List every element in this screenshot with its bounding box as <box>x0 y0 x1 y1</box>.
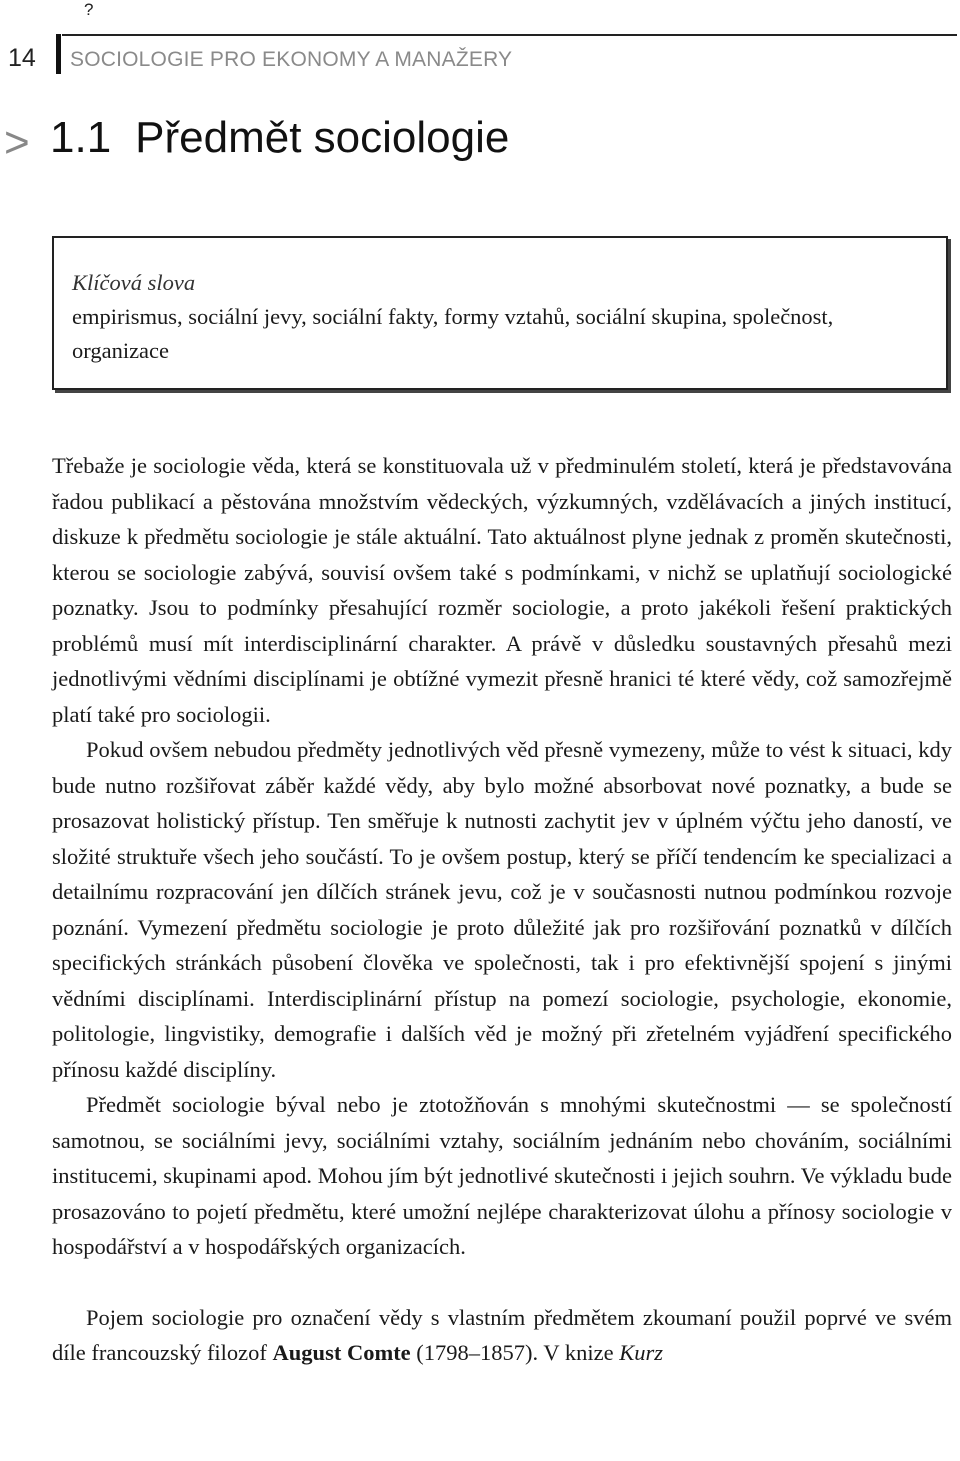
paragraph-4-start: Pojem sociologie pro označení vědy s vlastním předmětem zkoumaní použil poprvé ve svém díle francouzský filozof <box>52 1304 952 1365</box>
section-number: 1.1 <box>50 113 112 162</box>
section-marker: > <box>4 118 30 167</box>
section-heading <box>50 113 509 163</box>
paragraph-4-mid: (1798–1857). V knize <box>416 1340 614 1365</box>
keywords-list: empirismus, sociální jevy, sociální fakty, formy vztahů, sociální skupina, společnost, organizace <box>72 304 834 363</box>
running-head: SOCIOLOGIE PRO EKONOMY A MANAŽERY <box>70 48 513 71</box>
paragraph-2: Pokud ovšem nebudou předměty jednotlivých věd přesně vymezeny, může to vést k situaci, kdy bude nutno rozšiřovat záběr každé vědy, aby bylo možné absorbovat nové poznatky, a bude se prosazovat holistický přístup. Ten směřuje k nutnosti zachytit jev v úplném výčtu jeho daností, ve složité struktuře všech jeho součástí. To je ovšem postup, který se příčí tendencím ke specializaci a detailnímu rozpracování jen dílčích stránek jevu, což je v současnosti nutnou podmínkou rozvoje poznání. Vymezení předmětu sociologie je proto důležité jak pro rozšiřování poznatků v dílčích specifických stránkách působení člověka ve společnosti, tak i pro efektivnější spojení s jinými vědními disciplínami. Interdisciplinární přístup na pomezí sociologie, psychologie, ekonomie, politologie, lingvistiky, demografie i dalších věd je možný při zřetelném vyjádření specifického přínosu každé disciplíny. <box>52 737 952 1082</box>
page-number: 14 <box>8 44 36 72</box>
page-top-mark: ? <box>84 0 94 19</box>
book-title-fragment: Kurz <box>619 1340 663 1365</box>
keywords-title: Klíčová slova <box>72 270 196 295</box>
paragraph-1: Třebaže je sociologie věda, která se konstituovala už v předminulém století, která je představována řadou publikací a pěstována množstvím vědeckých, výzkumných, vzdělávacích a jiných institucí, diskuze k předmětu sociologie je stále aktuální. Tato aktuálnost plyne jednak z proměn skutečnosti, kterou se sociologie zabývá, souvisí ovšem také s podmínkami, v nichž se uplatňují sociologické poznatky. Jsou to podmínky přesahující rozměr sociologie, a proto jakékoli řešení praktických problémů musí mít interdisciplinární charakter. A právě v důsledku soustavných přesahů mezi jednotlivými vědními disciplínami je obtížné vymezit přesně hranici té které vědy, což samozřejmě platí také pro sociologii. <box>52 453 952 727</box>
body-text <box>52 448 952 1371</box>
keywords-box <box>52 236 948 390</box>
paragraph-3: Předmět sociologie býval nebo je ztotožňován s mnohými skutečnostmi — se společností samotnou, se sociálními jevy, sociálními vztahy, sociálním jednáním nebo chováním, sociálními institucemi, skupinami apod. Mohou jím být jednotlivé skutečnosti i jejich souhrn. Ve výkladu bude prosazováno to pojetí předmětu, které umožní nejlépe charakterizovat úlohu a přínosy sociologie v hospodářství a v hospodářských organizacích. <box>52 1092 952 1259</box>
header-rule <box>62 34 957 36</box>
paragraph-4 <box>52 1300 952 1371</box>
header-vertical-bar <box>56 34 61 74</box>
section-title: Předmět sociologie <box>135 113 510 162</box>
author-name: August Comte <box>272 1340 411 1365</box>
